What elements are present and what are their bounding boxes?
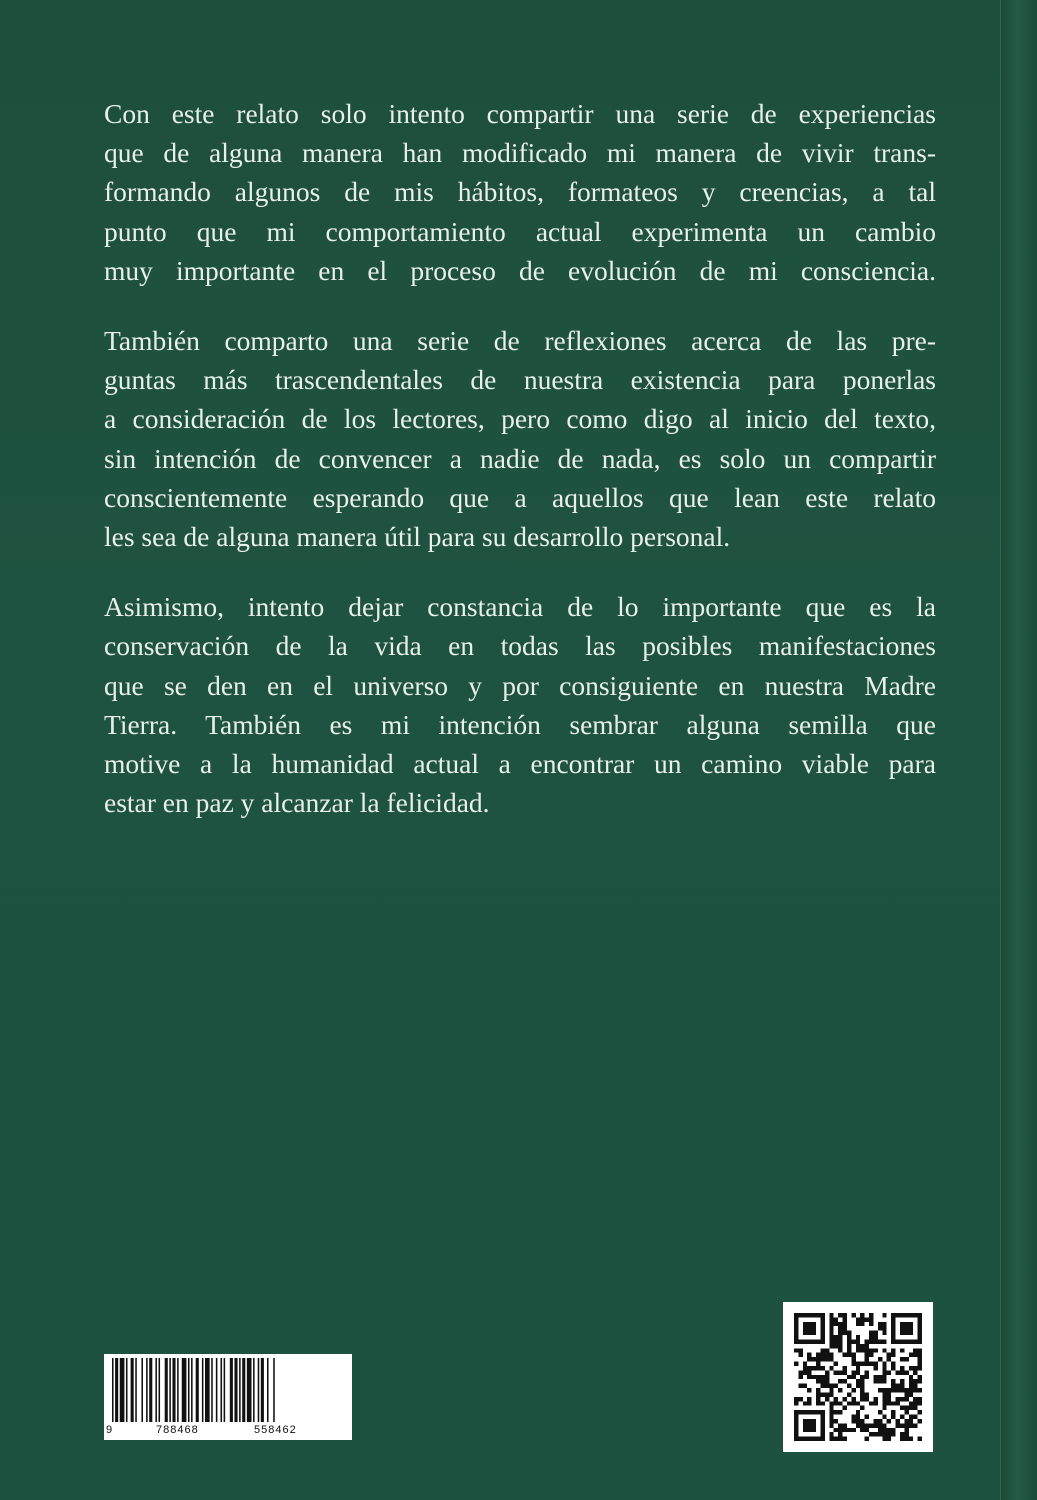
barcode-lead-digit: 9 <box>106 1424 113 1436</box>
text-line: También comparto una serie de reflexiones acerca de las pre- <box>104 325 936 357</box>
text-line: conservación de la vida en todas las posibles manifestaciones <box>104 630 936 662</box>
text-line: a consideración de los lectores, pero como digo al inicio del texto, <box>104 403 936 435</box>
text-line: Tierra. También es mi intención sembrar alguna semilla que <box>104 708 936 740</box>
qr-code <box>783 1302 933 1452</box>
isbn-barcode <box>104 1354 352 1440</box>
barcode-bars-icon <box>110 1358 346 1422</box>
text-line: punto que mi comportamiento actual experimenta un cambio <box>104 215 936 247</box>
text-line: que de alguna manera han modificado mi manera de vivir trans- <box>104 137 936 169</box>
text-line: estar en paz y alcanzar la felicidad. <box>104 787 490 819</box>
text-line: conscientemente esperando que a aquellos que lean este relato <box>104 481 936 513</box>
text-line: sin intención de convencer a nadie de nada, es solo un compartir <box>104 442 936 474</box>
barcode-digits <box>104 1424 352 1438</box>
text-line: formando algunos de mis hábitos, formateos y creencias, a tal <box>104 176 936 208</box>
blurb-paragraph-1 <box>104 94 936 290</box>
text-line: guntas más trascendentales de nuestra existencia para ponerlas <box>104 364 936 396</box>
text-line: les sea de alguna manera útil para su desarrollo personal. <box>104 521 731 553</box>
cover-edge <box>1000 0 1037 1500</box>
blurb-paragraph-2 <box>104 321 936 556</box>
barcode-right-group: 558462 <box>254 1424 297 1436</box>
text-line: motive a la humanidad actual a encontrar un camino viable para <box>104 748 936 780</box>
text-line: Con este relato solo intento compartir una serie de experiencias <box>104 98 936 129</box>
text-line: que se den en el universo y por consiguiente en nuestra Madre <box>104 669 936 701</box>
qr-code-icon <box>794 1313 922 1441</box>
barcode-left-group: 788468 <box>156 1424 199 1436</box>
text-line: muy importante en el proceso de evolución de mi consciencia. <box>104 254 936 286</box>
blurb-paragraph-3 <box>104 587 936 822</box>
text-line: Asimismo, intento dejar constancia de lo importante que es la <box>104 591 936 623</box>
cover-blurb <box>104 94 936 853</box>
